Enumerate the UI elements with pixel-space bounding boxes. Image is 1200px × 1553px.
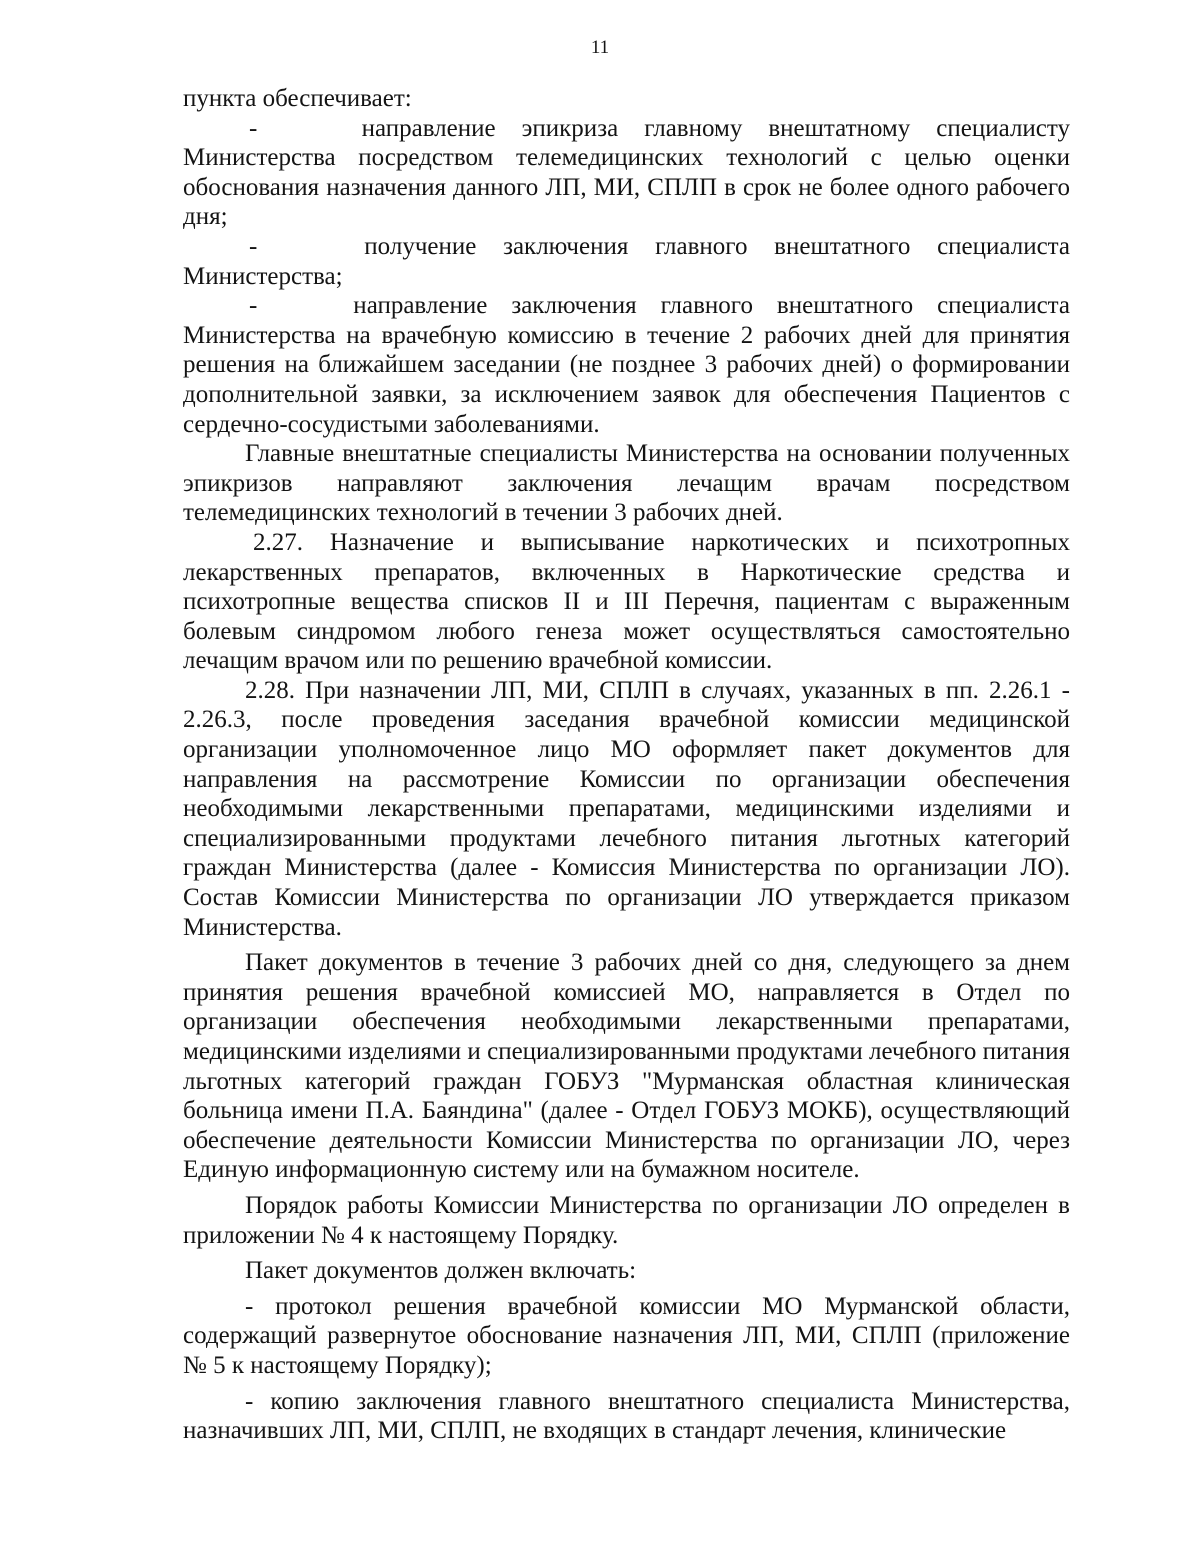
list-item-copy-conclusion: - копию заключения главного внештатного специалиста Министерства, назначивших ЛП, МИ, СПЛП, не входящих в стандарт лечения, клинические xyxy=(183,1387,1070,1445)
paragraph-commission-procedure: Порядок работы Комиссии Министерства по организации ЛО определен в приложении № 4 к настоящему Порядку. xyxy=(183,1191,1070,1249)
paragraph-package-contents: Пакет документов должен включать: xyxy=(245,1257,637,1285)
document-body xyxy=(183,84,1070,1446)
list-item-commission: - направление заключения главного внештатного специалиста Министерства на врачебную комиссию в течение 2 рабочих дней для принятия решения на ближайшем заседании (не позднее 3 рабочих дней) о формировании дополнительной заявки, за исключением заявок для обеспечения Пациентов с сердечно-сосудистыми заболеваниями. xyxy=(183,292,1070,438)
list-item-epicrisis: - направление эпикриза главному внештатному специалисту Министерства посредством телемедицинских технологий с целью оценки обоснования назначения данного ЛП, МИ, СПЛП в срок не более одного рабочего дня; xyxy=(183,114,1070,231)
paragraph-2-27: 2.27. Назначение и выписывание наркотических и психотропных лекарственных препаратов, включенных в Наркотические средства и психотропные вещества списков II и III Перечня, пациентам с выраженным болевым синдромом любого генеза может осуществляться самостоятельно лечащим врачом или по решению врачебной комиссии. xyxy=(183,528,1070,675)
paragraph-specialists: Главные внештатные специалисты Министерства на основании полученных эпикризов направляют заключения лечащим врачам посредством телемедицинских технологий в течении 3 рабочих дней. xyxy=(183,440,1070,527)
list-item-conclusion: - получение заключения главного внештатного специалиста Министерства; xyxy=(183,232,1070,290)
paragraph-document-package: Пакет документов в течение 3 рабочих дней со дня, следующего за днем принятия решения врачебной комиссией МО, направляется в Отдел по организации обеспечения необходимыми лекарственными препаратами, медицинскими изделиями и специализированными продуктами лечебного питания льготных категорий граждан ГОБУЗ "Мурманская областная клиническая больница имени П.А. Баяндина" (далее - Отдел ГОБУЗ МОКБ), осуществляющий обеспечение деятельности Комиссии Министерства по организации ЛО, через Единую информационную систему или на бумажном носителе. xyxy=(183,949,1070,1184)
paragraph-2-28: 2.28. При назначении ЛП, МИ, СПЛП в случаях, указанных в пп. 2.26.1 - 2.26.3, после проведения заседания врачебной комиссии медицинской организации уполномоченное лицо МО оформляет пакет документов для направления на рассмотрение Комиссии по организации обеспечения необходимыми лекарственными препаратами, медицинскими изделиями и специализированными продуктами лечебного питания льготных категорий граждан Министерства (далее - Комиссия Министерства по организации ЛО). Состав Комиссии Министерства по организации ЛО утверждается приказом Министерства. xyxy=(183,676,1070,941)
paragraph-continuation: пункта обеспечивает: xyxy=(183,85,412,112)
page-number: 11 xyxy=(590,37,610,58)
list-item-protocol: - протокол решения врачебной комиссии МО Мурманской области, содержащий развернутое обоснование назначения ЛП, МИ, СПЛП (приложение № 5 к настоящему Порядку); xyxy=(183,1292,1070,1379)
